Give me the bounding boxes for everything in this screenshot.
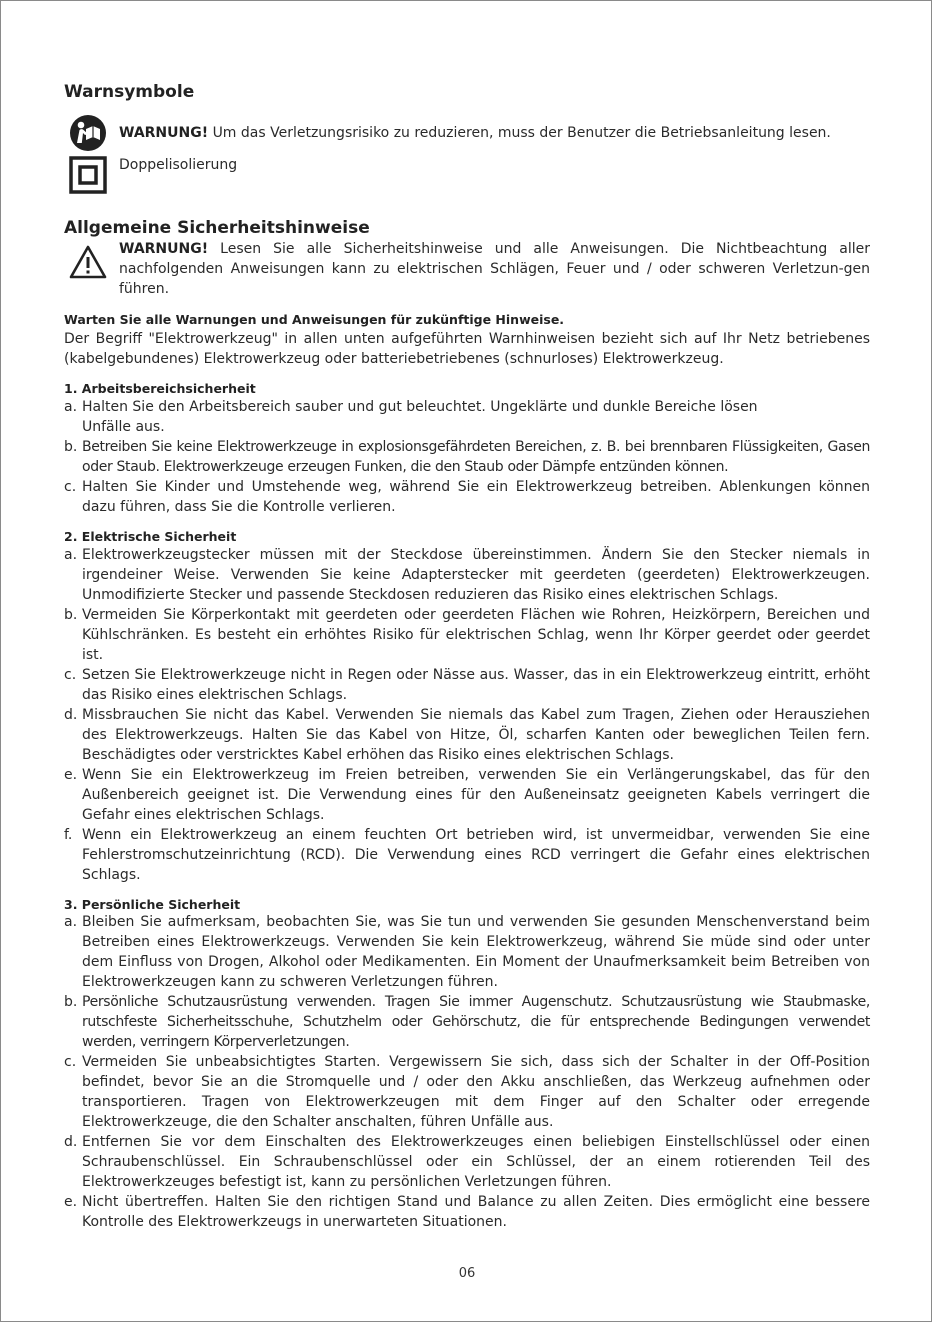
list-item: b. Vermeiden Sie Körperkontakt mit geerdeten oder geerdeten Flächen wie Rohren, Heizkörpern, Bereichen und Kühlschränken. Es besteht ein erhöhtes Risiko für elektrischen Schlag, wenn Ihr Körper geerdet oder geerdet ist. bbox=[64, 607, 870, 663]
document-page bbox=[64, 82, 870, 1232]
list-item: e. Nicht übertreffen. Halten Sie den richtigen Stand und Balance zu allen Zeiten. Dies ermöglicht eine bessere Kontrolle des Elektrowerkzeugs in unerwarteten Situationen. bbox=[64, 1194, 870, 1230]
general-warning-row bbox=[64, 239, 870, 299]
list-item: c. Halten Sie Kinder und Umstehende weg, während Sie ein Elektrowerkzeug betreiben. Ablenkungen können dazu führen, dass Sie die Kontrolle verlieren. bbox=[64, 479, 870, 515]
list-item: c. Setzen Sie Elektrowerkzeuge nicht in Regen oder Nässe aus. Wasser, das in ein Elektrowerkzeug eintritt, erhöht das Risiko eines elektrischen Schlags. bbox=[64, 667, 870, 703]
manual-warning-text: Um das Verletzungsrisiko zu reduzieren, muss der Benutzer die Betriebsanleitung lesen. bbox=[212, 125, 831, 141]
section-title-1: 1. Arbeitsbereichsicherheit bbox=[64, 381, 256, 396]
manual-warning-label: WARNUNG! bbox=[119, 125, 209, 141]
section-title-3: 3. Persönliche Sicherheit bbox=[64, 897, 241, 912]
page-number: 06 bbox=[458, 1266, 476, 1281]
list-item: a. Halten Sie den Arbeitsbereich sauber und gut beleuchtet. Ungeklärte und dunkle Bereiche lösen Unfälle aus. bbox=[64, 399, 758, 435]
list-item: c. Vermeiden Sie unbeabsichtigtes Starten. Vergewissern Sie sich, dass sich der Schalter in der Off-Position befindet, bevor Sie an die Stromquelle und / oder den Akku anschließen, das Werkzeug aufnehmen oder transportieren. Tragen von Elektrowerkzeugen mit dem Finger auf den Schalter oder erregende Elektrowerkzeuge, die den Schalter anschalten, führen Unfälle aus. bbox=[64, 1054, 870, 1130]
general-warning-text: Lesen Sie alle Sicherheitshinweise und alle Anweisungen. Die Nichtbeachtung aller nachfolgenden Anweisungen kann zu elektrischen Schlägen, Feuer und / oder schweren Verletzun-gen führen. bbox=[119, 241, 871, 297]
section-list-1 bbox=[64, 397, 870, 517]
list-item: b. Persönliche Schutzausrüstung verwenden. Tragen Sie immer Augenschutz. Schutzausrüstung wie Staubmaske, rutschfeste Sicherheitsschuhe, Schutzhelm oder Gehörschutz, die für entsprechende Bedingungen verwendet werden, verringern Körperverletzungen. bbox=[64, 994, 870, 1050]
list-item: d. Entfernen Sie vor dem Einschalten des Elektrowerkzeuges einen beliebigen Einstellschlüssel oder einen Schraubenschlüssel. Ein Schraubenschlüssel oder ein Schlüssel, der an einem rotierenden Teil des Elektrowerkzeuges befestigt ist, kann zu persönlichen Verletzungen führen. bbox=[64, 1134, 870, 1190]
double-insulation-row bbox=[64, 155, 870, 195]
keep-instructions-title: Warten Sie alle Warnungen und Anweisungen für zukünftige Hinweise. bbox=[64, 312, 565, 327]
heading-warnsymbole: Warnsymbole bbox=[64, 82, 195, 102]
section-list-2 bbox=[64, 545, 870, 885]
double-insulation-icon bbox=[68, 155, 108, 195]
list-item: e. Wenn Sie ein Elektrowerkzeug im Freien betreiben, verwenden Sie ein Verlängerungskabel, das für den Außenbereich geeignet ist. Die Verwendung eines für den Außeneinsatz geeigneten Kabels verringert die Gefahr eines elektrischen Schlags. bbox=[64, 767, 870, 823]
list-item: f. Wenn ein Elektrowerkzeug an einem feuchten Ort betrieben wird, ist unvermeidbar, verwenden Sie eine Fehlerstromschutzeinrichtung (RCD). Die Verwendung eines RCD verringert die Gefahr eines elektrischen Schlags. bbox=[64, 827, 870, 883]
section-title-2: 2. Elektrische Sicherheit bbox=[64, 529, 237, 544]
manual-warning-row bbox=[64, 113, 870, 153]
list-item: b. Betreiben Sie keine Elektrowerkzeuge in explosionsgefährdeten Bereichen, z. B. bei brennbaren Flüssigkeiten, Gasen oder Staub. Elektrowerkzeuge erzeugen Funken, die den Staub oder Dämpfe entzünden können. bbox=[64, 439, 870, 475]
read-manual-icon bbox=[68, 113, 108, 153]
section-list-3 bbox=[64, 912, 870, 1232]
list-item: a. Bleiben Sie aufmerksam, beobachten Sie, was Sie tun und verwenden Sie gesunden Menschenverstand beim Betreiben eines Elektrowerkzeugs. Verwenden Sie kein Elektrowerkzeug, während Sie müde sind oder unter dem Einfluss von Drogen, Alkohol oder Medikamenten. Ein Moment der Unaufmerksamkeit beim Betreiben von Elektrowerkzeugen kann zu schweren Verletzungen führen. bbox=[64, 914, 870, 990]
list-item: d. Missbrauchen Sie nicht das Kabel. Verwenden Sie niemals das Kabel zum Tragen, Ziehen oder Herausziehen des Elektrowerkzeugs. Halten Sie das Kabel von Hitze, Öl, scharfen Kanten oder beweglichen Teilen fern. Beschädigtes oder verstricktes Kabel erhöhen das Risiko eines elektrischen Schlags. bbox=[64, 707, 870, 763]
double-insulation-text: Doppelisolierung bbox=[119, 157, 238, 173]
heading-allgemeine: Allgemeine Sicherheitshinweise bbox=[64, 218, 370, 238]
keep-instructions-text: Der Begriff "Elektrowerkzeug" in allen unten aufgeführten Warnhinweisen bezieht sich auf Ihr Netz betriebenes (kabelgebundenes) Elektrowerkzeug oder batteriebetriebenes (schnurloses) Elektrowerkzeug. bbox=[64, 331, 870, 367]
list-item: a. Elektrowerkzeugstecker müssen mit der Steckdose übereinstimmen. Ändern Sie den Stecker niemals in irgendeiner Weise. Verwenden Sie keine Adapterstecker mit geerdeten (geerdeten) Elektrowerkzeugen. Unmodifizierte Stecker und passende Steckdosen reduzieren das Risiko eines elektrischen Schlags. bbox=[64, 547, 870, 603]
general-warning-label: WARNUNG! bbox=[119, 241, 209, 257]
warning-triangle-icon bbox=[68, 243, 108, 283]
